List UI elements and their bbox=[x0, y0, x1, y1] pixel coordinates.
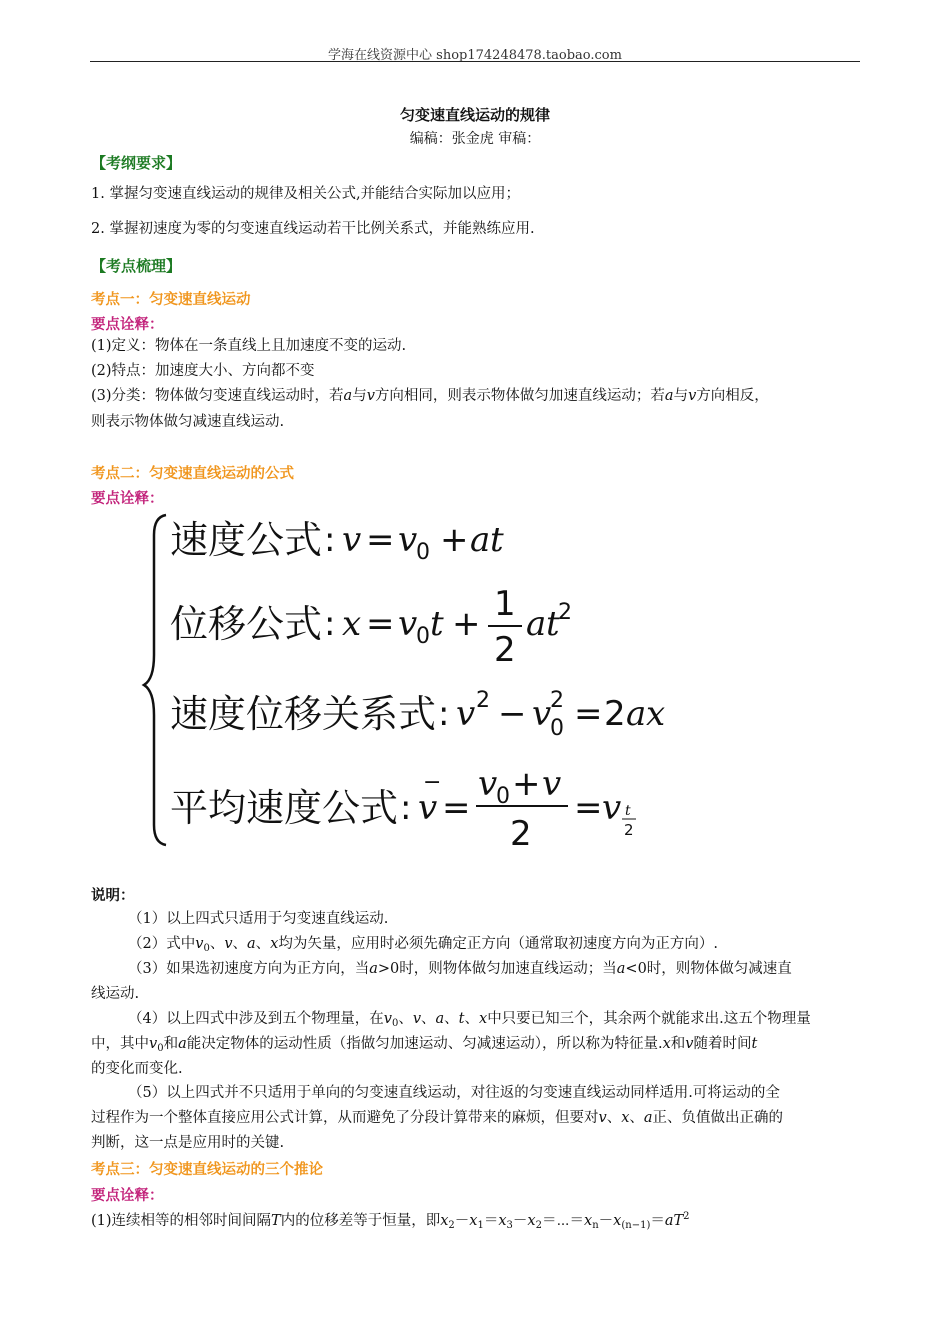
inference-1: (1)连续相等的相邻时间间隔T内的位移差等于恒量，即$x_2-x_1=x_3-x_2=\cdots=x_n-x_{(n-1)}=aT^2$ bbox=[91, 1211, 690, 1231]
header-rule bbox=[90, 61, 860, 62]
kinematics-formula-block bbox=[140, 505, 700, 860]
displacement-a: a bbox=[526, 604, 547, 644]
point1-classification: (3)分类：物体做匀变速直线运动时，若a与v方向相同，则表示物体做匀加速直线运动；若a与v方向相反， bbox=[91, 388, 769, 404]
velocity-formula-label: 速度公式 bbox=[170, 518, 323, 562]
page-header: 学海在线资源中心 shop174248478.taobao.com bbox=[328, 48, 622, 63]
note-5-cont-2: 判断，这一点是应用时的关键. bbox=[91, 1135, 285, 1151]
average-eq: = bbox=[442, 788, 471, 828]
displacement-x: x bbox=[342, 604, 362, 644]
point1-feature: (2)特点：加速度大小、方向都不变 bbox=[91, 363, 315, 379]
note-4-cont-2: 的变化而变化. bbox=[91, 1061, 183, 1077]
editor-credits: 编稿：张金虎 审稿： bbox=[409, 131, 541, 147]
point2-title: 考点二：匀变速直线运动的公式 bbox=[91, 466, 294, 482]
velocity-plus: + bbox=[440, 520, 469, 560]
displacement-v0-sub: 0 bbox=[416, 624, 430, 649]
point1-definition: (1)定义：物体在一条直线上且加速度不变的运动. bbox=[91, 338, 407, 354]
velocity-v: v bbox=[342, 520, 362, 560]
section-key-points-heading: 【考点梳理】 bbox=[91, 257, 182, 275]
displacement-colon: : bbox=[324, 604, 336, 644]
average-sub-t: t bbox=[625, 803, 631, 819]
displacement-t-squared: 2 bbox=[558, 600, 572, 625]
relation-a: a bbox=[626, 694, 647, 734]
relation-eq: = bbox=[574, 694, 603, 734]
requirement-item-2: 2. 掌握初速度为零的匀变速直线运动若干比例关系式，并能熟练应用. bbox=[91, 221, 535, 237]
displacement-v0: v bbox=[398, 604, 418, 644]
average-vt2-v: v bbox=[602, 788, 622, 828]
average-num-v0: v bbox=[478, 764, 498, 804]
velocity-colon: : bbox=[324, 520, 336, 560]
displacement-denominator: 2 bbox=[494, 630, 516, 670]
note-4-cont: 中，其中$v_0$和a能决定物体的运动性质（指做匀加速运动、匀减速运动），所以称为特征量.x和v随着时间t bbox=[91, 1036, 758, 1054]
note-5-cont: 过程作为一个整体直接应用公式计算，从而避免了分段计算带来的麻烦，但要对v、x、a正、负值做出正确的 bbox=[91, 1110, 784, 1126]
document-title: 匀变速直线运动的规律 bbox=[399, 106, 550, 124]
average-denominator: 2 bbox=[510, 814, 532, 854]
velocity-a: a bbox=[470, 520, 491, 560]
relation-colon: : bbox=[438, 694, 450, 734]
relation-v-squared: 2 bbox=[476, 688, 490, 713]
velocity-v0: v bbox=[398, 520, 418, 560]
notes-title: 说明： bbox=[91, 888, 135, 904]
requirement-item-1: 1. 掌握匀变速直线运动的规律及相关公式,并能结合实际加以应用； bbox=[91, 186, 521, 202]
point3-title: 考点三：匀变速直线运动的三个推论 bbox=[91, 1162, 323, 1178]
displacement-eq: = bbox=[366, 604, 395, 644]
relation-v0-sub: 0 bbox=[550, 716, 564, 741]
note-1: （1）以上四式只适用于匀变速直线运动. bbox=[128, 911, 389, 927]
average-sub-two: 2 bbox=[624, 821, 634, 839]
relation-v: v bbox=[456, 694, 476, 734]
note-4: （4）以上四式中涉及到五个物理量，在$v_0$、v、a、t、x中只要已知三个，其余两个就能求出.这五个物理量 bbox=[128, 1011, 811, 1029]
relation-v0-squared: 2 bbox=[550, 688, 564, 713]
note-3: （3）如果选初速度方向为正方向，当a>0时，则物体做匀加速直线运动；当a<0时，则物体做匀减速直 bbox=[128, 961, 792, 977]
relation-v0: v bbox=[532, 694, 552, 734]
velocity-eq: = bbox=[366, 520, 395, 560]
relation-minus: − bbox=[498, 694, 527, 734]
average-colon: : bbox=[400, 788, 412, 828]
displacement-t2: t bbox=[546, 604, 560, 644]
note-2: （2）式中$v_0$、v、a、x均为矢量，应用时必须先确定正方向（通常取初速度方向为正方向）. bbox=[128, 936, 718, 954]
average-eq-2: = bbox=[574, 788, 603, 828]
relation-formula-label: 速度位移关系式 bbox=[170, 692, 437, 736]
note-3-cont: 线运动. bbox=[91, 986, 140, 1002]
velocity-t: t bbox=[490, 520, 504, 560]
note-5: （5）以上四式并不只适用于单向的匀变速直线运动，对往返的匀变速直线运动同样适用.可将运动的全 bbox=[128, 1085, 780, 1101]
displacement-numerator: 1 bbox=[494, 584, 516, 624]
section-exam-requirements-heading: 【考纲要求】 bbox=[91, 154, 182, 172]
average-num-v0-sub: 0 bbox=[496, 784, 510, 809]
average-formula-label: 平均速度公式 bbox=[170, 786, 399, 830]
average-v-bar: − bbox=[423, 770, 442, 795]
average-num-v: v bbox=[542, 764, 562, 804]
displacement-plus: + bbox=[452, 604, 481, 644]
point1-title: 考点一：匀变速直线运动 bbox=[91, 292, 251, 308]
average-vbar-v: v bbox=[418, 788, 438, 828]
displacement-formula-label: 位移公式 bbox=[170, 602, 323, 646]
average-num-plus: + bbox=[512, 764, 541, 804]
velocity-v0-sub: 0 bbox=[416, 540, 430, 565]
point2-label: 要点诠释： bbox=[91, 491, 164, 507]
relation-two: 2 bbox=[604, 694, 626, 734]
left-brace bbox=[144, 515, 166, 845]
point3-label: 要点诠释： bbox=[91, 1188, 164, 1204]
displacement-t: t bbox=[430, 604, 444, 644]
relation-x: x bbox=[646, 694, 666, 734]
point1-classification-cont: 则表示物体做匀减速直线运动. bbox=[91, 414, 285, 430]
point1-label: 要点诠释： bbox=[91, 317, 164, 333]
